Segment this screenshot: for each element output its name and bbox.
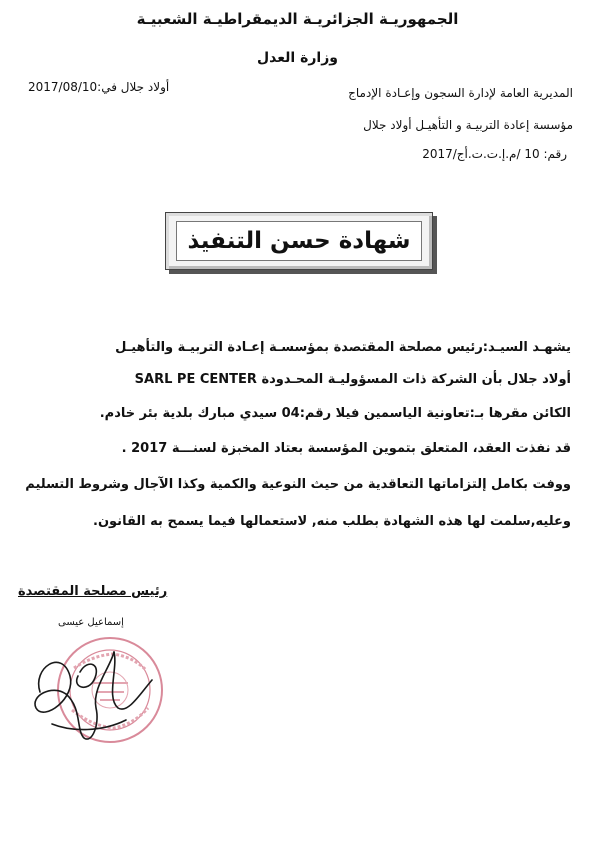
republic-header: الجمهوريـة الجزائريـة الديمقراطيـة الشعبيـة — [136, 10, 459, 28]
signatory-title: رئيس مصلحة المقتصدة — [18, 584, 168, 599]
reference-number: رقم: 10 /م.إ.ت.ت.أج/2017 — [422, 147, 567, 161]
institution-name: مؤسسة إعادة التربيـة و التأهيـل أولاد جلال — [363, 118, 573, 132]
stamp-and-signature — [22, 628, 172, 748]
directorate-name: المديرية العامة لإدارة السجون وإعـادة الإدماج — [348, 86, 573, 100]
body-line-2: أولاد جلال بأن الشركة ذات المسؤوليـة المحـدودة SARL PE CENTER — [134, 372, 571, 387]
body-line-4: قد نفذت العقد، المتعلق بتموين المؤسسة بعتاد المخبزة لسنـــة 2017 . — [121, 441, 571, 456]
body-line-6: وعليه,سلمت لها هذه الشهادة بطلب منه, لاستعمالها فيما يسمح به القانون. — [93, 514, 571, 529]
place-date: أولاد جلال في:2017/08/10 — [28, 80, 170, 94]
body-line-5: ووفت بكامل إلتزاماتها التعاقدية من حيث النوعية والكمية وكذا الآجال وشروط التسليم — [25, 477, 571, 492]
body-line-1: يشهـد السيـد:رئيس مصلحة المقتصدة بمؤسسـة إعـادة التربيـة والتأهيـل — [115, 340, 571, 355]
title-frame — [165, 212, 433, 270]
document-title: شهادة حسن التنفيذ — [176, 221, 422, 261]
ministry-header: وزارة العدل — [257, 50, 338, 66]
body-line-3: الكائن مقرها بـ:تعاونية الياسمين فيلا رقم:04 سيدي مبارك بلدية بئر خادم. — [99, 406, 571, 421]
signer-name: إسماعيل عيسى — [58, 617, 124, 628]
